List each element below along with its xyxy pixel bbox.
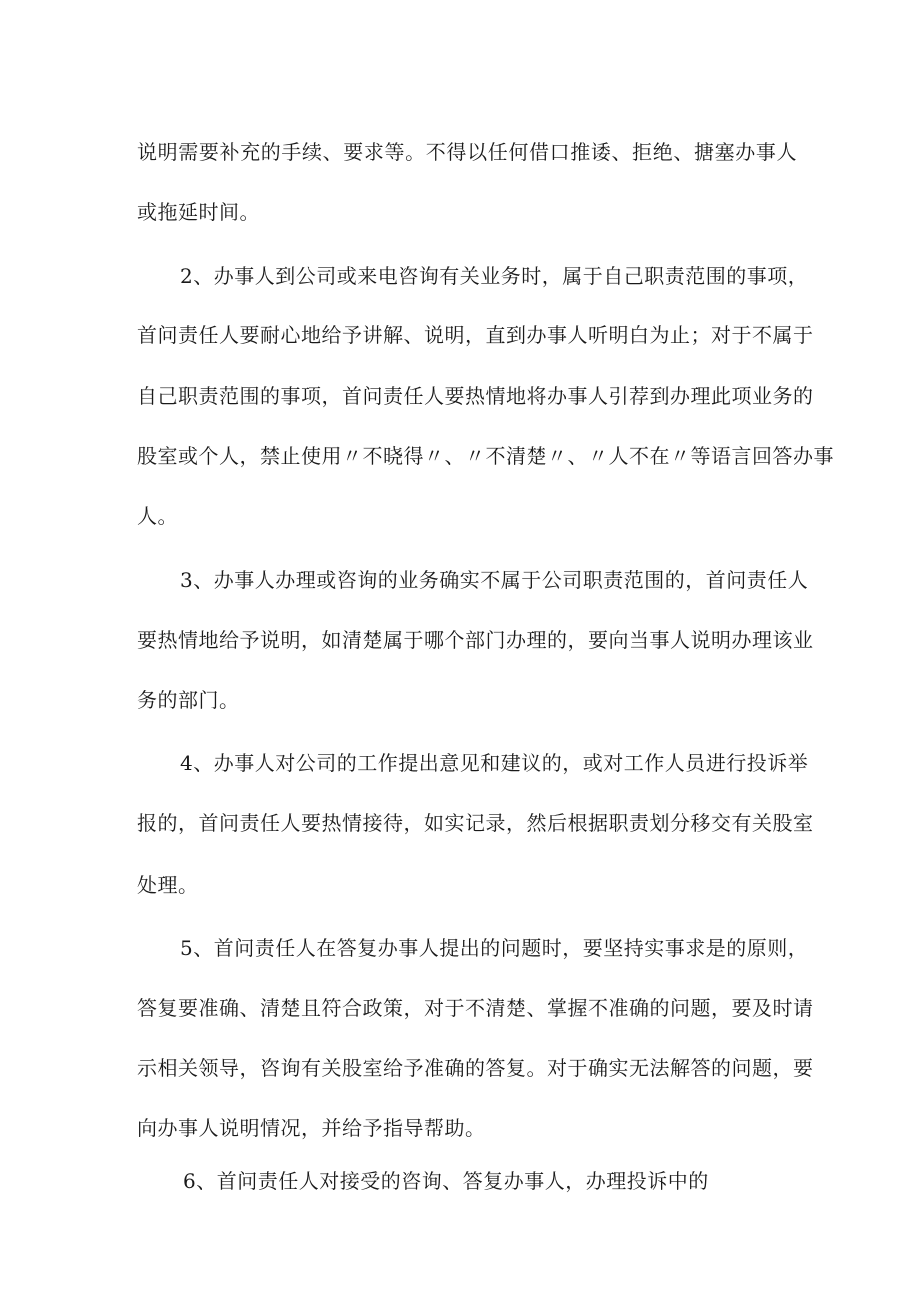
body-text-line: 处理。 xyxy=(137,873,199,897)
paragraph-5-first-line: 5、首问责任人在答复办事人提出的问题时，要坚持实事求是的原则， xyxy=(180,936,809,960)
body-text-line: 要热情地给予说明，如清楚属于哪个部门办理的，要向当事人说明办理该业 xyxy=(137,628,814,652)
body-text-line: 首问责任人要耐心地给予讲解、说明，直到办事人听明白为止；对于不属于 xyxy=(137,323,814,347)
body-text-line: 自己职责范围的事项，首问责任人要热情地将办事人引荐到办理此项业务的 xyxy=(137,384,814,408)
body-text-line: 或拖延时间。 xyxy=(137,200,260,224)
body-text-line: 股室或个人，禁止使用〃不晓得〃、〃不清楚〃、〃人不在〃等语言回答办事 xyxy=(137,444,834,468)
body-text-line: 务的部门。 xyxy=(137,688,240,712)
body-text-line: 答复要准确、清楚且符合政策，对于不清楚、掌握不准确的问题，要及时请 xyxy=(137,996,814,1020)
body-text-line: 报的，首问责任人要热情接待，如实记录，然后根据职责划分移交有关股室 xyxy=(137,811,814,835)
paragraph-6-first-line: 6、首问责任人对接受的咨询、答复办事人，办理投诉中的 xyxy=(183,1169,709,1193)
paragraph-2-first-line: 2、办事人到公司或来电咨询有关业务时，属于自己职责范围的事项， xyxy=(180,264,809,288)
body-text-line: 示相关领导，咨询有关股室给予准确的答复。对于确实无法解答的问题，要 xyxy=(137,1056,814,1080)
body-text-line: 人。 xyxy=(137,504,178,528)
paragraph-4-first-line: 4、办事人对公司的工作提出意见和建议的，或对工作人员进行投诉举 xyxy=(180,751,809,775)
paragraph-3-first-line: 3、办事人办理或咨询的业务确实不属于公司职责范围的，首问责任人 xyxy=(180,568,809,592)
body-text-line: 说明需要补充的手续、要求等。不得以任何借口推诿、拒绝、搪塞办事人 xyxy=(137,140,797,164)
body-text-line: 向办事人说明情况，并给予指导帮助。 xyxy=(137,1116,486,1140)
